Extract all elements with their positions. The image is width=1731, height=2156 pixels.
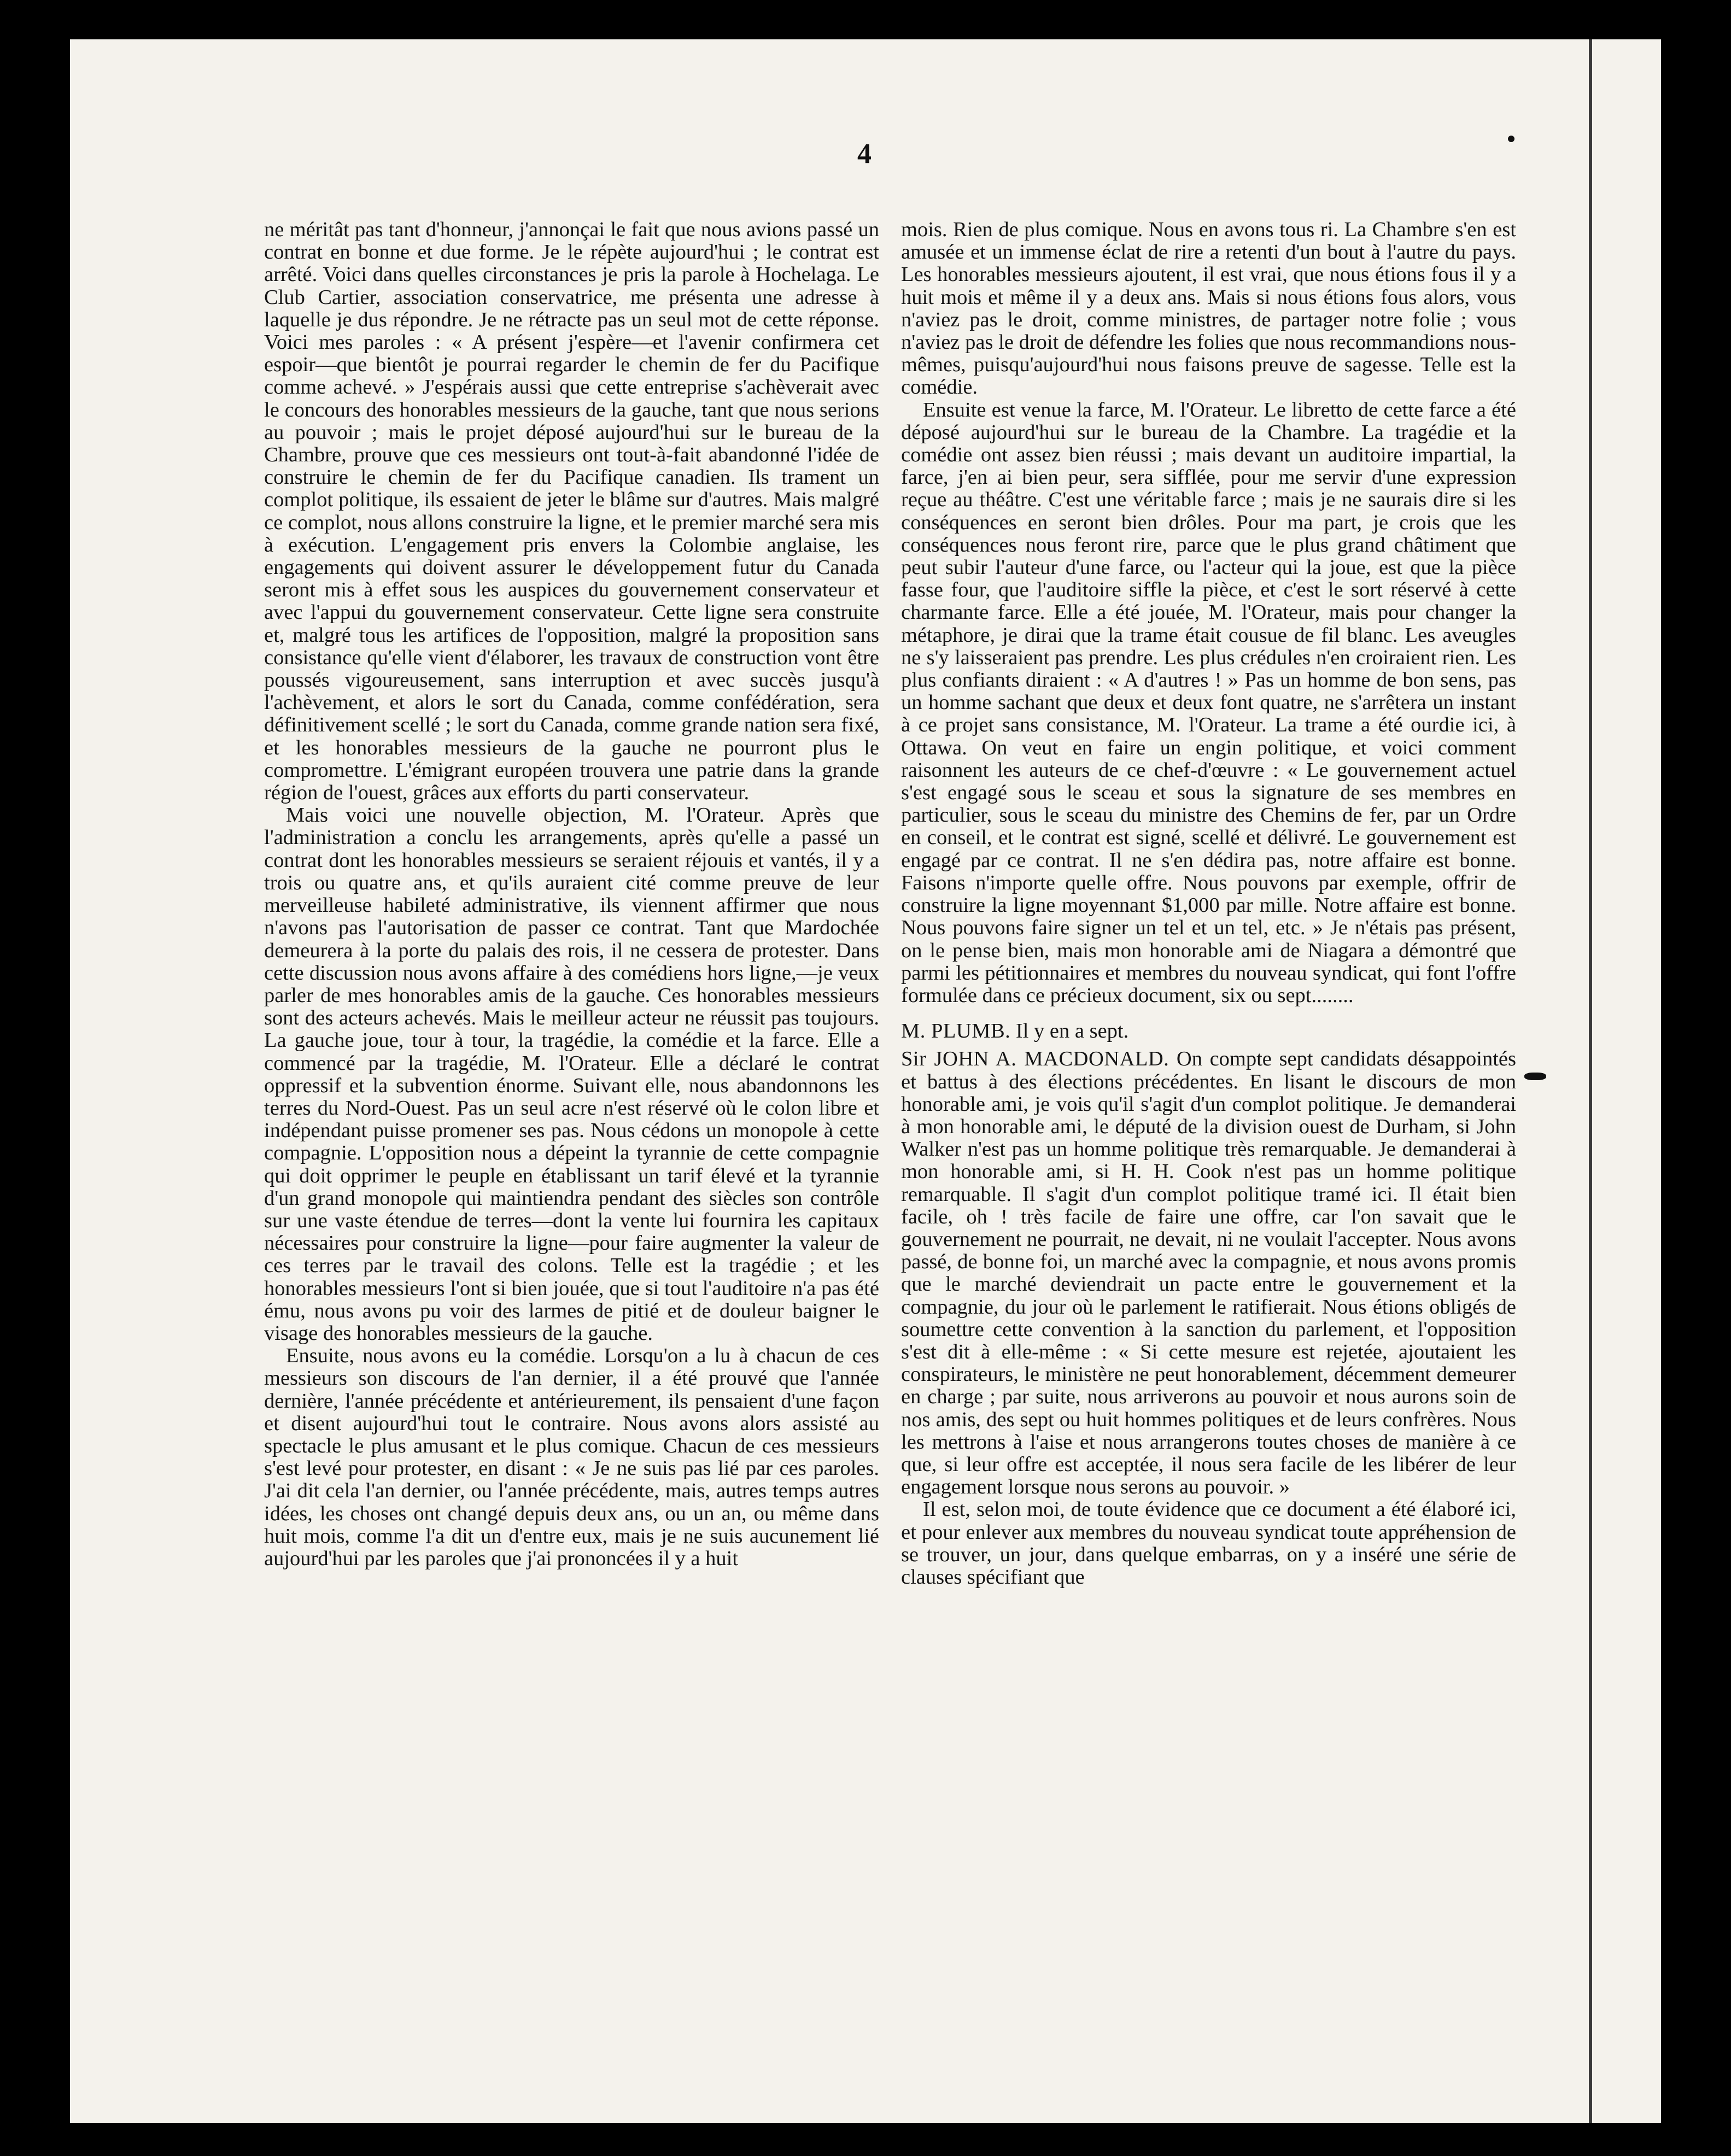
paragraph: Ensuite, nous avons eu la comédie. Lorsqu'on a lu à chacun de ces messieurs son discours de l'an dernier, il a été prouvé que l'année dernière, l'année précédente et antérieurement, ils pensaient d'une façon et disent aujourd'hui tout le contraire. Nous avons alors assisté au spectacle le plus amusant et le plus comique. Chacun de ces messieurs s'est levé pour protester, en disant : « Je ne suis pas lié par ces paroles. J'ai dit cela l'an dernier, ou l'année précédente, mais, autres temps autres idées, les choses ont changé depuis deux ans, ou un an, ou même dans huit mois, comme l'a dit un d'entre eux, mais je ne suis aucunement lié aujourd'hui par les paroles que j'ai prononcées il y a huit <box>264 1344 879 1570</box>
speaker-name: Sir JOHN A. MACDONALD. <box>901 1047 1169 1071</box>
page-number: 4 <box>857 138 872 169</box>
paragraph: ne méritât pas tant d'honneur, j'annonçai le fait que nous avions passé un contrat en bonne et due forme. Je le répète aujourd'hui ; le contrat est arrêté. Voici dans quelles circonstances je pris la parole à Hochelaga. Le Club Cartier, association conservatrice, me présenta une adresse à laquelle je dus répondre. Je ne rétracte pas un seul mot de cette réponse. Voici mes paroles : « A présent j'espère—et l'avenir confirmera cet espoir—que bientôt je pourrai regarder le chemin de fer du Pacifique comme achevé. » J'espérais aussi que cette entreprise s'achèverait avec le concours des honorables messieurs de la gauche, tant que nous serions au pouvoir ; mais le projet déposé aujourd'hui sur le bureau de la Chambre, prouve que ces messieurs ont tout-à-fait abandonné l'idée de construire le chemin de fer du Pacifique canadien. Ils trament un complot politique, ils essaient de jeter le blâme sur d'autres. Mais malgré ce complot, nous allons construire la ligne, et le premier marché sera mis à exécution. L'engagement pris envers la Colombie anglaise, les engagements qui doivent assurer le développement futur du Canada seront mis à effet sous les auspices du gouvernement conservateur et avec l'appui du gouvernement conservateur. Cette ligne sera construite et, malgré tous les artifices de l'opposition, malgré la proposition sans consistance qu'elle vient d'élaborer, les travaux de construction vont être poussés vigoureusement, sans interruption et avec succès jusqu'à l'achèvement, et alors le sort du Canada, comme confédération, sera définitivement scellé ; le sort du Canada, comme grande nation sera fixé, et les honorables messieurs de la gauche ne pourront plus le compromettre. L'émigrant européen trouvera une patrie dans la grande région de l'ouest, grâces aux efforts du parti conservateur. <box>264 218 879 805</box>
document-page <box>70 39 1661 2123</box>
paragraph: mois. Rien de plus comique. Nous en avons tous ri. La Chambre s'en est amusée et un immense éclat de rire a retenti d'un bout à l'autre du pays. Les honorables messieurs ajoutent, il est vrai, que nous étions fous il y a huit mois et même il y a deux ans. Mais si nous étions fous alors, vous n'aviez pas le droit, comme ministres, de partager notre folie ; vous n'aviez pas le droit de défendre les folies que nous recommandions nous-mêmes, puisqu'aujourd'hui nous faisons preuve de sagesse. Telle est la comédie. <box>901 218 1516 399</box>
interjection <box>901 1020 1516 1042</box>
right-column <box>901 219 1516 1589</box>
paragraph: Mais voici une nouvelle objection, M. l'Orateur. Après que l'administration a conclu les arrangements, après qu'elle a passé un contrat dont les honorables messieurs se seraient réjouis et vantés, il y a trois ou quatre ans, et qu'ils auraient cité comme preuve de leur merveilleuse habileté administrative, ils viennent affirmer que nous n'avons pas l'autorisation de passer ce contrat. Tant que Mardochée demeurera à la porte du palais des rois, il ne cessera de protester. Dans cette discussion nous avons affaire à des comédiens hors ligne,—je veux parler de mes honorables amis de la gauche. Ces honorables messieurs sont des acteurs achevés. Mais le meilleur acteur ne réussit pas toujours. La gauche joue, tour à tour, la tragédie, la comédie et la farce. Elle a commencé par la tragédie, M. l'Orateur. Elle a déclaré le contrat oppressif et la subvention énorme. Suivant elle, nous abandonnons les terres du Nord-Ouest. Pas un seul acre n'est réservé où le colon libre et indépendant puisse promener ses pas. Nous cédons un monopole à cette compagnie. L'opposition nous a dépeint la tyrannie de cette compagnie qui doit opprimer le peuple en établissant un tarif élevé et la tyrannie d'un grand monopole qui maintiendra pendant des siècles son contrôle sur une vaste étendue de terres—dont la vente lui fournira les capitaux nécessaires pour construire la ligne—pour faire augmenter la valeur de ces terres par le travail des colons. Telle est la tragédie ; et les honorables messieurs l'ont si bien jouée, que si tout l'auditoire n'a pas été ému, nous avons pu voir des larmes de pitié et de douleur baigner le visage des honorables messieurs de la gauche. <box>264 804 879 1345</box>
paragraph: Ensuite est venue la farce, M. l'Orateur. Le libretto de cette farce a été déposé aujourd'hui sur le bureau de la Chambre. La tragédie et la comédie ont assez bien réussi ; mais devant un auditoire impartial, la farce, j'en ai bien peur, sera sifflée, pour me servir d'une expression reçue au théâtre. C'est une véritable farce ; mais je ne saurais dire si les conséquences en seront bien drôles. Pour ma part, je crois que les conséquences nous feront rire, parce que le plus grand châtiment que peut subir l'auteur d'une farce, ou l'acteur qui la joue, est que la pièce fasse four, que l'auditoire siffle la pièce, et c'est le sort réservé à cette charmante farce. Elle a été jouée, M. l'Orateur, mais pour changer la métaphore, je dirai que la trame était cousue de fil blanc. Les aveugles ne s'y laisseraient pas prendre. Les plus crédules n'en croiraient rien. Les plus confiants diraient : « A d'autres ! » Pas un homme de bon sens, pas un homme sachant que deux et deux font quatre, ne s'arrêtera un instant à ce projet sans consistance, M. l'Orateur. La trame a été ourdie ici, à Ottawa. On veut en faire un engin politique, et voici comment raisonnent les auteurs de ce chef-d'œuvre : « Le gouvernement actuel s'est engagé sous le sceau et sous la signature de ses membres en particulier, sous le sceau du ministre des Chemins de fer, par un Ordre en conseil, et le contrat est signé, scellé et délivré. Le gouvernement est engagé par ce contrat. Il ne s'en dédira pas, notre affaire est bonne. Faisons n'importe quelle offre. Nous pouvons par exemple, offrir de construire la ligne moyennant $1,000 par mille. Notre affaire est bonne. Nous pouvons faire signer un tel et un tel, etc. » Je n'étais pas présent, on le pense bien, mais mon honorable ami de Niagara a démontré que parmi les pétitionnaires et membres du nouveau syndicat, qui font l'offre formulée dans ce précieux document, six ou sept........ <box>901 398 1516 1007</box>
left-column <box>264 219 879 1570</box>
speech <box>901 1048 1516 1498</box>
paragraph: Il est, selon moi, de toute évidence que ce document a été élaboré ici, et pour enlever aux membres du nouveau syndicat toute appréhension de se trouver, un jour, dans quelque embarras, on y a inséré une série de clauses spécifiant que <box>901 1498 1516 1589</box>
page-edge-shadow <box>1589 39 1592 2123</box>
speaker-name: M. PLUMB. <box>901 1020 1011 1043</box>
speck-mark <box>1508 136 1514 142</box>
ink-blot-mark <box>1524 1073 1546 1080</box>
speaker-text: Il y en a sept. <box>1015 1020 1129 1043</box>
speaker-text: On compte sept candidats désappointés et battus à des élections précédentes. En lisant le discours de mon honorable ami, je vois qu'il s'agit d'un complot politique. Je demanderai à mon honorable ami, le député de la division ouest de Durham, si John Walker n'est pas un homme politique très remarquable. Je demanderai à mon honorable ami, si H. H. Cook n'est pas un homme politique remarquable. Il s'agit d'un complot politique tramé ici. Il était bien facile, oh ! très facile de faire une offre, car l'on savait que le gouvernement ne pourrait, ne devait, ni ne voulait l'accepter. Nous avons passé, de bonne foi, un marché avec la compagnie, et nous avons promis que le marché deviendrait un pacte entre le gouvernement et la compagnie, du jour où le parlement le ratifierait. Nous étions obligés de soumettre cette convention à la sanction du parlement, et l'opposition s'est dit à elle-même : « Si cette mesure est rejetée, ajoutaient les conspirateurs, le ministère ne peut honorablement, décemment demeurer en charge ; par suite, nous arriverons au pouvoir et nous aurons soin de nos amis, des sept ou huit hommes politiques et de leurs confrères. Nous les mettrons à l'aise et nous arrangerons toutes choses de manière à ce que, si leur offre est acceptée, il nous sera facile de les libérer de leur engagement lorsque nous serons au pouvoir. » <box>901 1047 1516 1499</box>
